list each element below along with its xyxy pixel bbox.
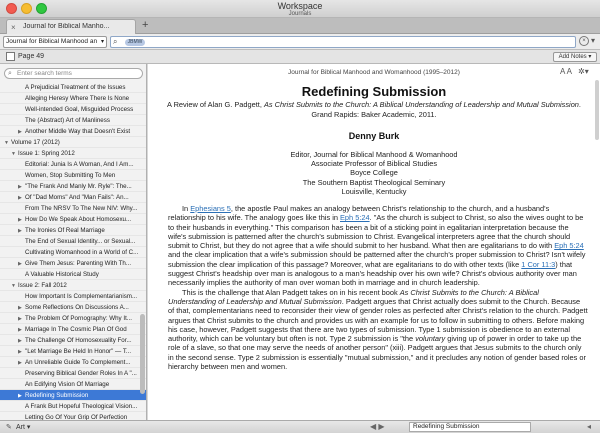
text-run: In xyxy=(182,204,191,213)
toc-item[interactable] xyxy=(0,280,147,291)
toc-item[interactable] xyxy=(0,214,147,225)
toc-item[interactable] xyxy=(0,313,147,324)
review-book-title: As Christ Submits to the Church: A Biblical Understanding of Leadership and Mutual Submission xyxy=(263,100,579,109)
toc-item-label: How Do We Speak About Homosexu... xyxy=(25,216,132,223)
toc-item[interactable] xyxy=(0,291,147,302)
toc-item-label: "The Frank And Manly Mr. Ryle": The... xyxy=(25,183,132,190)
history-nav-buttons[interactable]: ◀ ▶ xyxy=(370,422,385,431)
toc-item[interactable] xyxy=(0,324,147,335)
toc-item-label: The Ironies Of Real Marriage xyxy=(25,227,105,234)
toc-item-label: Issue 2: Fall 2012 xyxy=(18,282,67,289)
toc-item-label: Redefining Submission xyxy=(25,392,89,399)
toc-item-label: Of "Dad Moms" And "Man Fails": An... xyxy=(25,194,129,201)
toc-item[interactable] xyxy=(0,390,147,401)
scripture-link[interactable]: Ephesians 5 xyxy=(190,204,231,213)
add-notes-button[interactable]: Add Notes ▾ xyxy=(553,52,597,62)
sidebar-search-placeholder: Enter search terms xyxy=(17,70,72,77)
window-subtitle: Journals xyxy=(288,11,312,17)
text-run: This is the challenge that Alan Padgett takes on in his recent book xyxy=(182,287,400,297)
disclosure-closed-icon[interactable]: ▶ xyxy=(18,360,22,366)
toc-item[interactable] xyxy=(0,258,147,269)
toc-item[interactable] xyxy=(0,104,147,115)
toc-item[interactable] xyxy=(0,93,147,104)
toc-item[interactable] xyxy=(0,269,147,280)
article-pane xyxy=(148,64,600,420)
toc-item[interactable] xyxy=(0,412,147,420)
disclosure-closed-icon[interactable]: ▶ xyxy=(18,195,22,201)
toc-item-label: Another Middle Way that Doesn't Exist xyxy=(25,128,131,135)
toc-item-label: An Edifying Vision Of Marriage xyxy=(25,381,110,388)
paragraph-2 xyxy=(168,288,588,372)
toc-item-label: A Prejudicial Treatment of the Issues xyxy=(25,84,126,91)
pen-icon[interactable]: ✎ xyxy=(6,424,12,431)
disclosure-closed-icon[interactable]: ▶ xyxy=(18,393,22,399)
search-token[interactable]: JBMW xyxy=(125,39,145,46)
toc-item[interactable] xyxy=(0,236,147,247)
toc-item[interactable] xyxy=(0,346,147,357)
sidebar xyxy=(0,64,147,420)
toc-item-label: Preserving Biblical Gender Roles In A "... xyxy=(25,370,137,377)
toc-item-label: Give Them Jesus: Parenting With Th... xyxy=(25,260,132,267)
review-suffix: . Grand Rapids: Baker Academic, 2011. xyxy=(311,100,581,119)
disclosure-closed-icon[interactable]: ▶ xyxy=(18,228,22,234)
book-title: As Christ Submits to the Church: A Biblical Understanding of Leadership and Mutual Submission xyxy=(168,287,539,306)
toc-item[interactable] xyxy=(0,192,147,203)
toc-item[interactable] xyxy=(0,126,147,137)
toc-item[interactable] xyxy=(0,335,147,346)
toc-item-label: Well-intended Goal, Misguided Process xyxy=(25,106,134,113)
toc-item-label: Volume 17 (2012) xyxy=(11,139,60,146)
toc-item[interactable] xyxy=(0,357,147,368)
tab-label: Journal for Biblical Manho... xyxy=(23,23,110,30)
toc-item-label: The End of Sexual Identity... or Sexual... xyxy=(25,238,136,245)
collapse-icon[interactable]: ◂ xyxy=(587,422,592,431)
tab-journal[interactable] xyxy=(6,19,136,34)
paragraph-1 xyxy=(168,204,588,288)
toc-item-label: Editorial: Junia Is A Woman, And I Am... xyxy=(25,161,134,168)
toc-item[interactable] xyxy=(0,159,147,170)
emphasis: voluntary xyxy=(415,334,446,344)
tab-strip xyxy=(0,18,600,34)
toc-item-label: Alleging Heresy Where There Is None xyxy=(25,95,130,102)
window-title: Workspace xyxy=(277,1,323,11)
article-title: Redefining Submission xyxy=(301,84,447,99)
page-label: Page 49 xyxy=(18,53,45,60)
text-run: ) that suggest Christ's headship over man is analogous to a man's headship over his own wife? Christ's obvious authority over man necessarily implies the authority of man over woman both in marriage and in church leadership. xyxy=(168,259,577,288)
scripture-link[interactable]: Eph 5:24 xyxy=(340,213,370,223)
toc-item[interactable] xyxy=(0,137,147,148)
disclosure-closed-icon[interactable]: ▶ xyxy=(18,316,22,322)
toc-item[interactable] xyxy=(0,170,147,181)
disclosure-open-icon[interactable]: ▼ xyxy=(11,283,16,289)
disclosure-closed-icon[interactable]: ▶ xyxy=(18,184,22,190)
book-select-value: Journal for Biblical Manhood an xyxy=(6,38,98,45)
disclosure-closed-icon[interactable]: ▶ xyxy=(18,261,22,267)
toolbar-menu-icon[interactable]: ▾ xyxy=(591,36,596,45)
toc-item-label: Some Reflections On Discussions A... xyxy=(25,304,129,311)
disclosure-closed-icon[interactable]: ▶ xyxy=(18,349,22,355)
toc-item-label: An Unreliable Guide To Complement... xyxy=(25,359,131,366)
scripture-link[interactable]: Eph 5:24 xyxy=(554,241,584,251)
toc-item-label: The Problem Of Pornography: Why It... xyxy=(25,315,132,322)
toc-item[interactable] xyxy=(0,82,147,93)
title-bar xyxy=(0,0,600,18)
clear-icon[interactable]: × xyxy=(579,36,589,46)
toc-item-label: Marriage In The Cosmic Plan Of God xyxy=(25,326,127,333)
art-menu[interactable]: Art ▾ xyxy=(16,424,31,431)
page-icon xyxy=(6,52,15,61)
toc-item[interactable] xyxy=(0,115,147,126)
status-bar xyxy=(0,420,600,433)
disclosure-closed-icon[interactable]: ▶ xyxy=(18,338,22,344)
search-icon: ⌕ xyxy=(8,70,12,77)
scripture-link[interactable]: 1 Cor 11:3 xyxy=(521,259,556,269)
toc-item[interactable] xyxy=(0,148,147,159)
review-prefix: A Review of Alan G. Padgett, xyxy=(167,100,264,109)
toolbar xyxy=(0,34,600,50)
toc-item-label: A Frank But Hopeful Theological Vision... xyxy=(25,403,138,410)
toc-item-label: Letting Go Of Your Grip Of Perfection xyxy=(25,414,128,420)
font-size-icon[interactable]: A A xyxy=(560,67,573,76)
toc-item[interactable] xyxy=(0,379,147,390)
text-run: and the clear implication that a wife's submission should be patterned after the church's proper submission to Christ? Isn't wifely submission the clear implication of this passage? Moreover, what are egalitarians to do with other texts (like xyxy=(168,250,586,269)
toc-item-label: Women, Stop Submitting To Men xyxy=(25,172,116,179)
toc-tree xyxy=(0,82,147,420)
toc-item[interactable] xyxy=(0,203,147,214)
disclosure-closed-icon[interactable]: ▶ xyxy=(18,305,22,311)
add-tab-button[interactable]: + xyxy=(142,19,149,31)
text-run: . Padgett argues that Christ actually does submit to the Church. Because of that, complementarians need to reconsider their view of gender roles as perfected after Christ's relation to the church. Padgett argues that Christ submits to the church and provides us with an example for us to follow in submitting to others. Before making his case, however, Padgett suggests that there are two types of submission. Type 1 submission is obedience to an external authority, which can be voluntary but often is not. Type 2 submission is "the xyxy=(168,296,588,344)
affiliation-line: Editor, Journal for Biblical Manhood & Womanhood xyxy=(290,150,458,159)
author-affiliation xyxy=(148,150,600,196)
disclosure-closed-icon[interactable]: ▶ xyxy=(18,327,22,333)
toc-item[interactable] xyxy=(0,368,147,379)
toc-item-label: How Important Is Complementarianism... xyxy=(25,293,138,300)
disclosure-open-icon[interactable]: ▼ xyxy=(4,140,9,146)
text-run: . "As the church is subject to Christ, so also the wives ought to be to their husbands in everything." This comparison has been a bit of a sticking point in egalitarian interpretation because the wife's submission is patterned after the church's submission to Christ. Evangelical interpreters agree that the church should submit to Christ, but they do not agree that a wife should submit to her husband. What then are egalitarians to do with xyxy=(168,213,584,251)
toc-item[interactable] xyxy=(0,302,147,313)
review-citation xyxy=(158,100,590,119)
toc-item-label: A Valuable Historical Study xyxy=(25,271,99,278)
book-select[interactable] xyxy=(3,36,107,48)
toc-item-label: The (Abstract) Art of Manliness xyxy=(25,117,110,124)
sidebar-scrollbar[interactable] xyxy=(140,314,145,394)
running-head: Journal for Biblical Manhood and Womanhood (1995–2012) xyxy=(288,69,460,76)
text-run: giving up of power in order to take up the role of a slave, so that one may serve the needs of another person" (xiii). Padgett argues that Jesus submits to the church only in the second sense. Type 2 submission is essentially "mutual submission," and it precludes any notion of gender based roles or hierarchy between men and women. xyxy=(168,334,586,372)
text-run: , the apostle Paul makes an analogy between Christ's relationship to the church, and a husband's relationship to his wife. The analogy goes like this in xyxy=(168,204,550,223)
gear-icon[interactable]: ✲▾ xyxy=(578,67,589,76)
author-name: Denny Burk xyxy=(348,131,400,141)
toc-item-label: The Challenge Of Homosexuality For... xyxy=(25,337,132,344)
disclosure-closed-icon[interactable]: ▶ xyxy=(18,129,22,135)
toc-item-label: Cultivating Womanhood in a World of C... xyxy=(25,249,139,256)
affiliation-line: The Southern Baptist Theological Seminary xyxy=(302,177,446,187)
search-input[interactable] xyxy=(110,36,576,48)
tab-close-icon[interactable]: × xyxy=(11,23,16,32)
sidebar-search-input[interactable] xyxy=(4,68,143,79)
chevron-down-icon: ▾ xyxy=(100,39,104,45)
location-field[interactable]: Redefining Submission xyxy=(409,422,531,432)
page-bar xyxy=(0,50,600,64)
disclosure-closed-icon[interactable]: ▶ xyxy=(18,217,22,223)
search-icon[interactable]: ⌕ xyxy=(113,37,118,46)
affiliation-line: Boyce College xyxy=(350,168,398,178)
toc-item[interactable] xyxy=(0,225,147,236)
toc-item-label: "Let Marriage Be Held In Honor" — T... xyxy=(25,348,132,355)
affiliation-line: Associate Professor of Biblical Studies xyxy=(310,159,438,169)
toc-item-label: Issue 1: Spring 2012 xyxy=(18,150,75,157)
disclosure-open-icon[interactable]: ▼ xyxy=(11,151,16,157)
toc-item[interactable] xyxy=(0,181,147,192)
affiliation-line: Louisville, Kentucky xyxy=(341,186,407,196)
toc-item-label: From The NRSV To The New NIV: Why... xyxy=(25,205,138,212)
toc-item[interactable] xyxy=(0,401,147,412)
article-body xyxy=(168,204,588,371)
toc-item[interactable] xyxy=(0,247,147,258)
